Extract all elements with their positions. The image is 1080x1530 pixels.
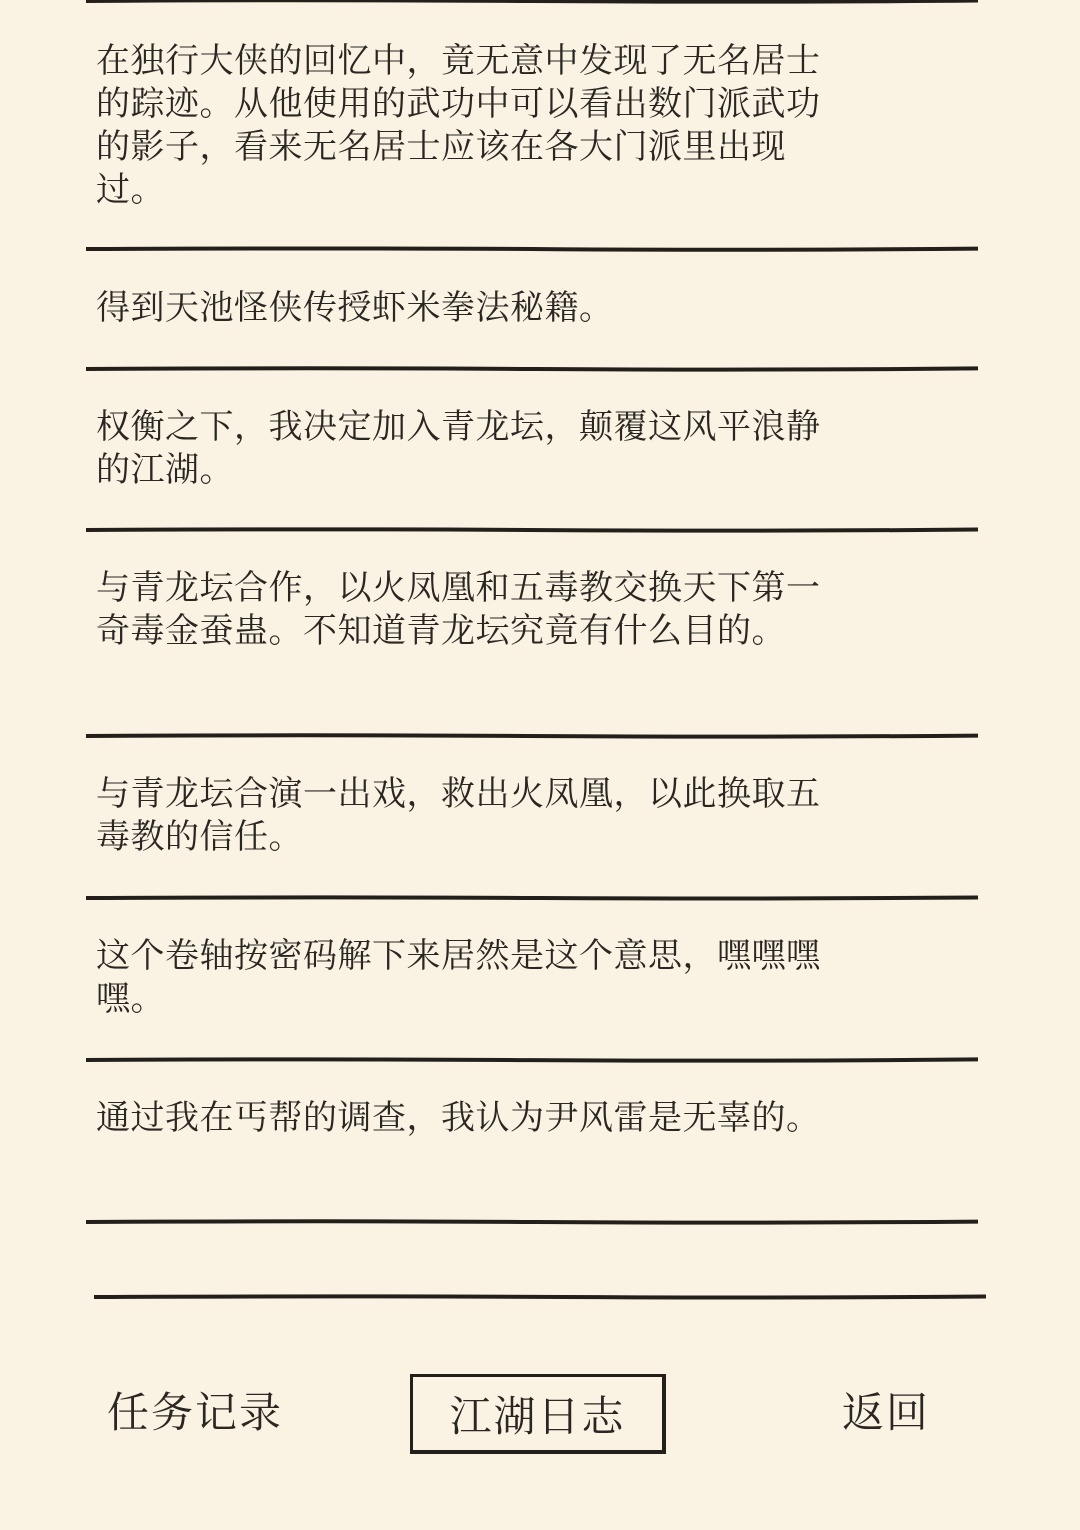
tab-jianghu-log[interactable]: 江湖日志 (410, 1374, 666, 1454)
entry-divider (86, 366, 978, 372)
journal-entry: 权衡之下，我决定加入青龙坛，颠覆这风平浪静的江湖。 (96, 407, 821, 490)
entry-divider (86, 1219, 978, 1225)
entry-divider (86, 527, 978, 533)
entry-divider (86, 733, 978, 739)
back-button[interactable]: 返回 (841, 1388, 930, 1437)
journal-entry: 与青龙坛合作，以火凤凰和五毒教交换天下第一奇毒金蚕蛊。不知道青龙坛究竟有什么目的。 (96, 568, 821, 651)
journal-entry: 得到天池怪侠传授虾米拳法秘籍。 (96, 288, 614, 328)
journal-entry: 通过我在丐帮的调查，我认为尹风雷是无辜的。 (96, 1098, 821, 1138)
journal-entry: 在独行大侠的回忆中，竟无意中发现了无名居士的踪迹。从他使用的武功中可以看出数门派武功的影子，看来无名居士应该在各大门派里出现过。 (96, 41, 821, 210)
bottom-tab-bar (0, 1370, 1080, 1460)
journal-entry: 这个卷轴按密码解下来居然是这个意思，嘿嘿嘿嘿。 (96, 936, 821, 1019)
entry-divider (86, 0, 978, 4)
entry-divider (86, 1057, 978, 1063)
entry-divider (86, 895, 978, 901)
journal-entry: 与青龙坛合演一出戏，救出火凤凰，以此换取五毒教的信任。 (96, 774, 821, 857)
tab-quest-log[interactable]: 任务记录 (106, 1388, 283, 1437)
list-bottom-divider (94, 1294, 986, 1300)
entry-divider (86, 246, 978, 252)
